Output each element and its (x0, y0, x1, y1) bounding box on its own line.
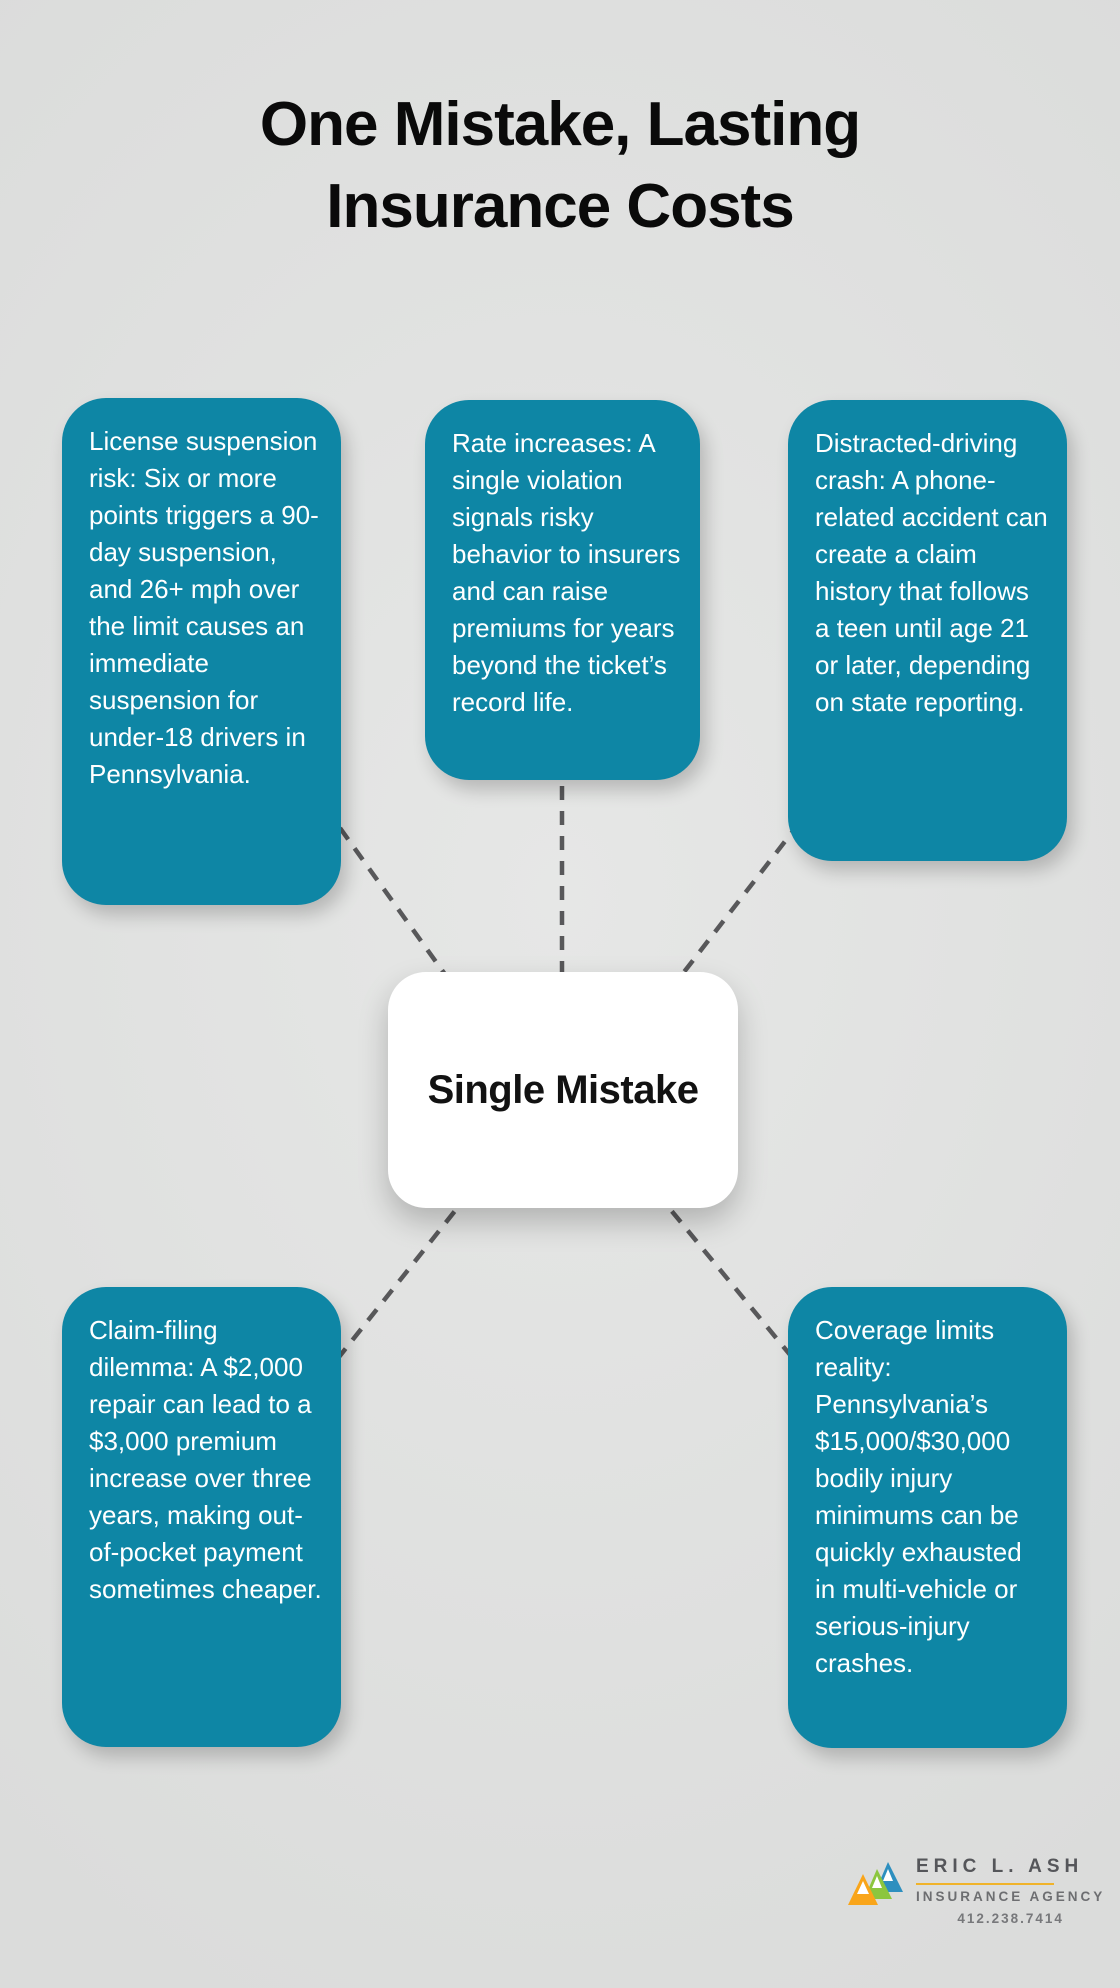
brand-subtitle: INSURANCE AGENCY (916, 1889, 1106, 1904)
node-distracted-driving-crash (788, 400, 1067, 861)
node-claim-filing-dilemma (62, 1287, 341, 1747)
center-node-label: Single Mistake (427, 1067, 699, 1112)
node-rate-increases (425, 400, 700, 780)
node-text: Distracted-driving crash: A phone-related accident can create a claim history that follows a teen until age 21 or later, depending on state reporting. (815, 428, 1048, 717)
center-node (388, 972, 738, 1208)
node-text: License suspension risk: Six or more points triggers a 90-day suspension, and 26+ mph over the limit causes an immediate suspension for under-18 drivers in Pennsylvania. (89, 426, 319, 789)
node-license-suspension-risk (62, 398, 341, 905)
brand-logo (848, 1856, 1105, 1926)
brand-divider (916, 1883, 1054, 1885)
brand-text-block (916, 1856, 1105, 1926)
brand-phone: 412.238.7414 (957, 1911, 1064, 1926)
page-title: One Mistake, Lasting Insurance Costs (259, 90, 861, 241)
connector-bottom-left (335, 1192, 470, 1362)
node-text: Claim-filing dilemma: A $2,000 repair can lead to a $3,000 premium increase over three years, making out-of-pocket payment sometimes cheaper. (89, 1315, 322, 1604)
node-text: Coverage limits reality: Pennsylvania’s $15,000/$30,000 bodily injury minimums can be quickly exhausted in multi-vehicle or serious-injury crashes. (815, 1315, 1022, 1678)
node-text: Rate increases: A single violation signals risky behavior to insurers and can raise premiums for years beyond the ticket’s record life. (452, 428, 681, 717)
connector-bottom-right (656, 1192, 796, 1362)
mountains-icon (848, 1860, 904, 1906)
node-coverage-limits-reality (788, 1287, 1067, 1748)
brand-name: ERIC L. ASH (916, 1856, 1084, 1877)
